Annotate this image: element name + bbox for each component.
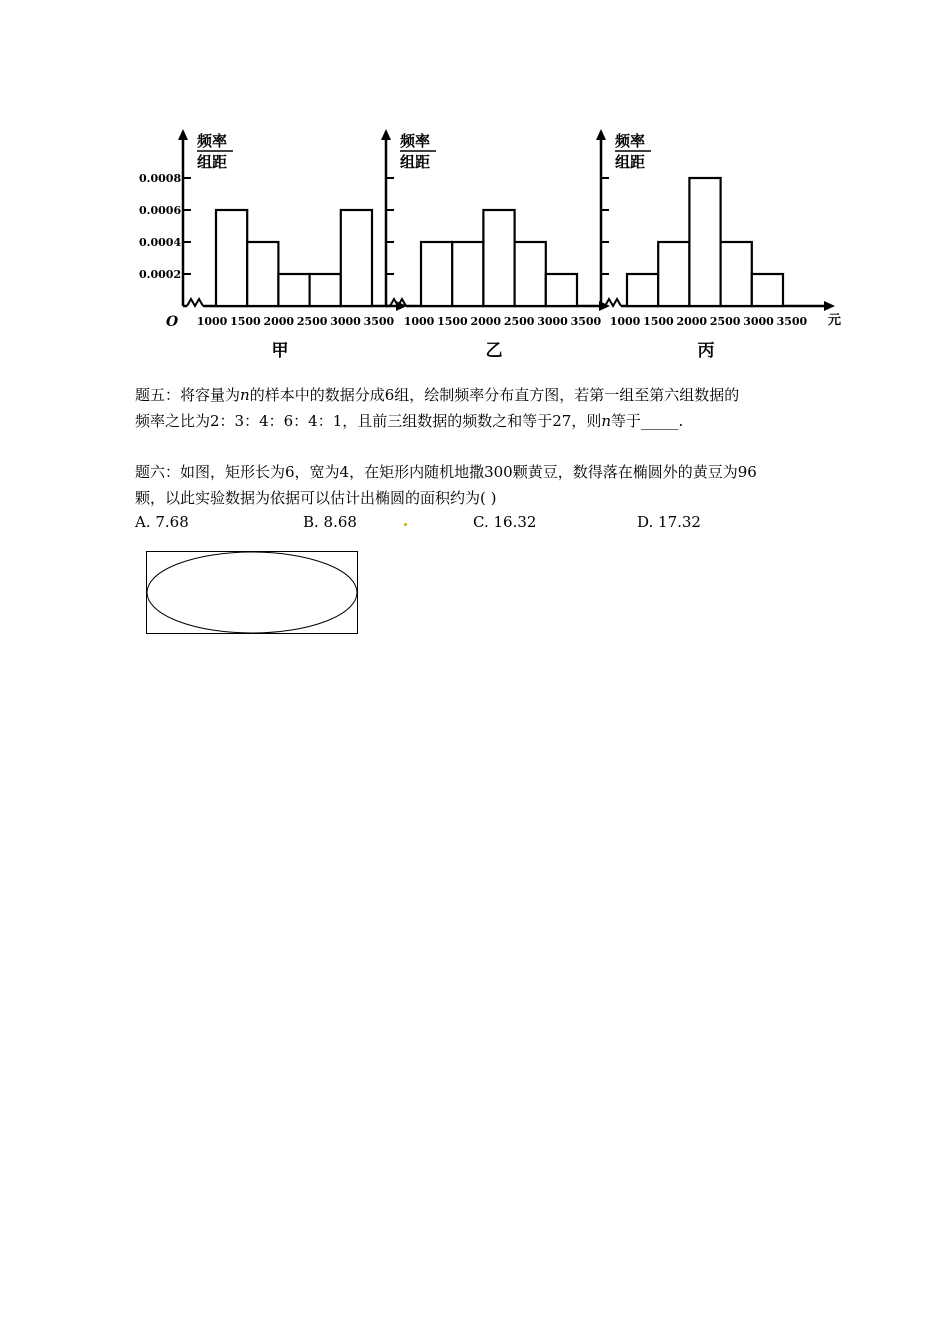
chart-1-y-arrow xyxy=(178,129,188,140)
chart-1-x-tick-label: 1500 xyxy=(230,315,261,328)
y-tick-label: 0.0004 xyxy=(139,236,182,249)
chart-1-x-tick-label: 3000 xyxy=(330,315,361,328)
chart-1-bar-3 xyxy=(278,274,309,306)
question-6-options xyxy=(135,510,855,534)
option-b: B. 8.68 xyxy=(303,513,357,531)
chart-3-y-arrow xyxy=(596,129,606,140)
chart-1-ylabel-bottom: 组距 xyxy=(197,153,228,171)
chart-1-ylabel-top: 频率 xyxy=(197,132,228,150)
chart-1-x-tick-label: 3500 xyxy=(363,315,395,328)
chart-2-x-tick-label: 2500 xyxy=(503,315,535,328)
chart-3-bar-2 xyxy=(658,242,689,306)
chart-2-x-tick-label: 1000 xyxy=(403,315,435,328)
chart-2-ylabel-top: 频率 xyxy=(400,132,431,150)
question-5 xyxy=(135,382,835,434)
ellipse xyxy=(147,552,357,633)
question-5-line-2: 频率之比为2：3：4：6：4：1，且前三组数据的频数之和等于27，则n等于_____. xyxy=(135,412,684,430)
stray-dot xyxy=(404,523,407,526)
chart-2-x-tick-label: 2000 xyxy=(470,315,502,328)
origin-label: O xyxy=(166,314,179,330)
y-tick-label: 0.0006 xyxy=(139,204,182,217)
chart-3-title: 丙 xyxy=(697,341,715,361)
chart-3-ylabel-top: 频率 xyxy=(615,132,646,150)
chart-2-x-tick-label: 1500 xyxy=(437,315,468,328)
chart-3-x-arrow xyxy=(824,301,835,311)
chart-1-x-tick-label: 2000 xyxy=(263,315,295,328)
chart-2-ylabel-bottom: 组距 xyxy=(400,153,431,171)
question-6-line-2: 颗，以此实验数据为依据可以估计出椭圆的面积约为( ) xyxy=(135,489,497,507)
option-a: A. 7.68 xyxy=(135,513,189,531)
chart-1-bar-1 xyxy=(216,210,247,306)
chart-2-bar-5 xyxy=(546,274,577,306)
chart-1-bar-2 xyxy=(247,242,278,306)
chart-2-bar-1 xyxy=(421,242,452,306)
chart-3-bar-5 xyxy=(752,274,783,306)
question-6 xyxy=(135,459,835,511)
chart-1-x-tick-label: 2500 xyxy=(296,315,328,328)
y-tick-label: 0.0002 xyxy=(139,268,182,281)
chart-3-ylabel-bottom: 组距 xyxy=(615,153,646,171)
chart-3-bar-4 xyxy=(721,242,752,306)
y-tick-label: 0.0008 xyxy=(139,172,182,185)
chart-3-x-tick-label: 2000 xyxy=(676,315,708,328)
chart-2-y-arrow xyxy=(381,129,391,140)
histogram-figure xyxy=(0,0,950,380)
chart-3-x-tick-label: 3500 xyxy=(776,315,808,328)
rectangle-ellipse-figure xyxy=(146,551,358,634)
chart-2-x-tick-label: 3500 xyxy=(570,315,602,328)
chart-2-bar-3 xyxy=(483,210,514,306)
chart-1-bar-4 xyxy=(310,274,341,306)
chart-3-x-unit: 元 xyxy=(828,313,842,328)
chart-3-x-tick-label: 1000 xyxy=(609,315,641,328)
chart-2-bar-4 xyxy=(515,242,546,306)
chart-1-axis-break xyxy=(187,299,203,306)
question-5-line-1: 题五：将容量为n的样本中的数据分成6组，绘制频率分布直方图，若第一组至第六组数据的 xyxy=(135,386,740,404)
chart-3-bar-3 xyxy=(689,178,720,306)
chart-3-x-tick-label: 3000 xyxy=(743,315,774,328)
chart-1-x-tick-label: 1000 xyxy=(196,315,228,328)
chart-3-x-tick-label: 1500 xyxy=(643,315,674,328)
option-c: C. 16.32 xyxy=(473,513,537,531)
option-d: D. 17.32 xyxy=(637,513,701,531)
chart-3-bar-1 xyxy=(627,274,658,306)
chart-2-x-tick-label: 3000 xyxy=(537,315,568,328)
chart-1-bar-5 xyxy=(341,210,372,306)
chart-3-x-tick-label: 2500 xyxy=(709,315,741,328)
chart-1-title: 甲 xyxy=(271,341,289,361)
chart-2-bar-2 xyxy=(452,242,483,306)
chart-2-title: 乙 xyxy=(485,341,503,361)
question-6-line-1: 题六：如图，矩形长为6，宽为4，在矩形内随机地撒300颗黄豆，数得落在椭圆外的黄豆为96 xyxy=(135,463,757,481)
